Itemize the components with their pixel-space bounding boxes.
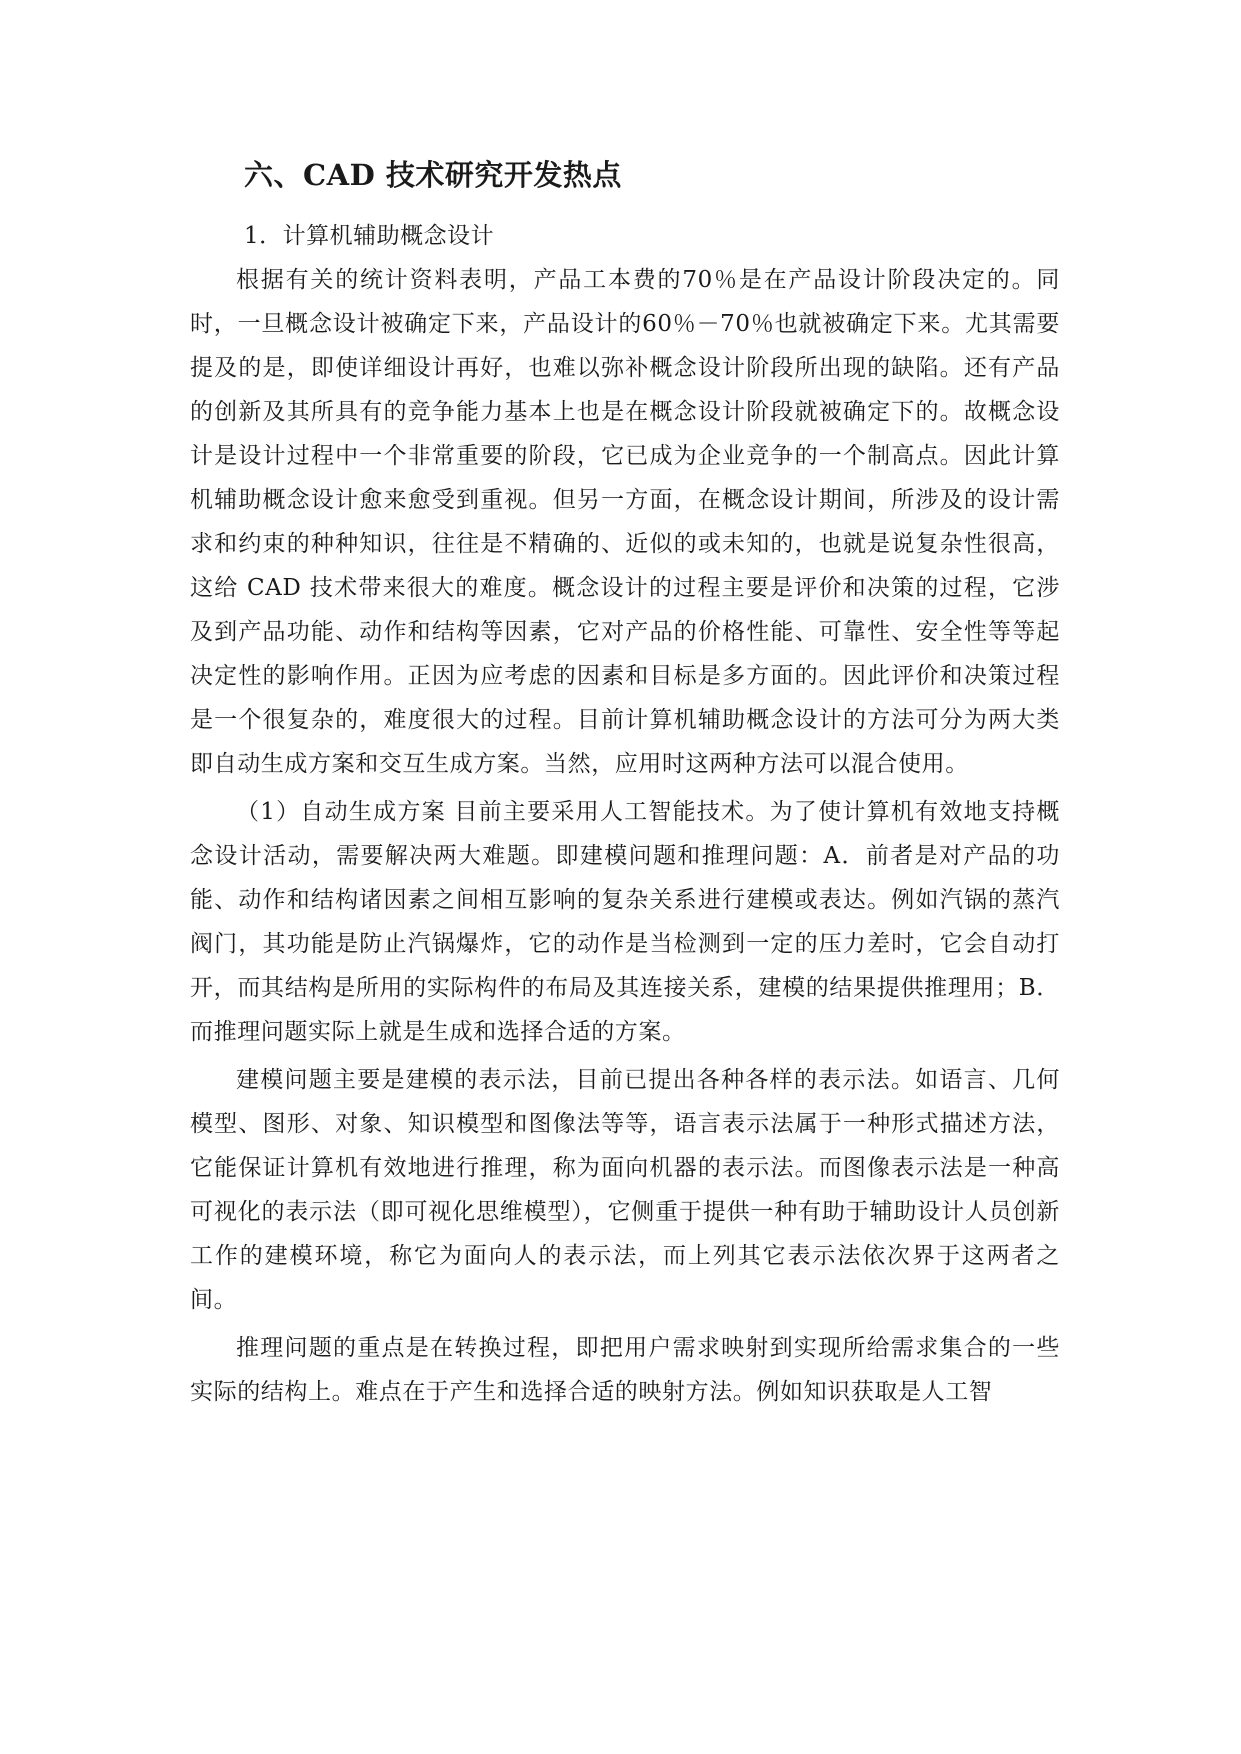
paragraph-auto-generation: （1）自动生成方案 目前主要采用人工智能技术。为了使计算机有效地支持概念设计活动，需要解决两大难题。即建模问题和推理问题：A．前者是对产品的功能、动作和结构诸因素之间相互影响的复杂关系进行建模或表达。例如汽锅的蒸汽阀门，其功能是防止汽锅爆炸，它的动作是当检测到一定的压力差时，它会自动打开，而其结构是所用的实际构件的布局及其连接关系，建模的结果提供推理用；B．而推理问题实际上就是生成和选择合适的方案。 [190, 799, 1060, 1045]
paragraph-concept-design-intro: 根据有关的统计资料表明，产品工本费的70％是在产品设计阶段决定的。同时，一旦概念设计被确定下来，产品设计的60％－70％也就被确定下来。尤其需要提及的是，即使详细设计再好，也难以弥补概念设计阶段所出现的缺陷。还有产品的创新及其所具有的竞争能力基本上也是在概念设计阶段就被确定下的。故概念设计是设计过程中一个非常重要的阶段，它已成为企业竞争的一个制高点。因此计算机辅助概念设计愈来愈受到重视。但另一方面，在概念设计期间，所涉及的设计需求和约束的种种知识，往往是不精确的、近似的或未知的，也就是说复杂性很高，这给 CAD 技术带来很大的难度。概念设计的过程主要是评价和决策的过程，它涉及到产品功能、动作和结构等因素，它对产品的价格性能、可靠性、安全性等等起决定性的影响作用。正因为应考虑的因素和目标是多方面的。因此评价和决策过程是一个很复杂的，难度很大的过程。目前计算机辅助概念设计的方法可分为两大类 即自动生成方案和交互生成方案。当然，应用时这两种方法可以混合使用。 [190, 267, 1060, 777]
paragraph-reasoning-problem: 推理问题的重点是在转换过程，即把用户需求映射到实现所给需求集合的一些实际的结构上。难点在于产生和选择合适的映射方法。例如知识获取是人工智 [190, 1335, 1060, 1405]
section-heading: 六、CAD 技术研究开发热点 [244, 158, 622, 192]
subsection-heading: 1．计算机辅助概念设计 [244, 223, 495, 249]
paragraph-modeling-representation: 建模问题主要是建模的表示法，目前已提出各种各样的表示法。如语言、几何模型、图形、对象、知识模型和图像法等等，语言表示法属于一种形式描述方法，它能保证计算机有效地进行推理，称为面向机器的表示法。而图像表示法是一种高可视化的表示法（即可视化思维模型），它侧重于提供一种有助于辅助设计人员创新工作的建模环境，称它为面向人的表示法，而上列其它表示法依次界于这两者之间。 [190, 1067, 1060, 1313]
page-content [190, 150, 1060, 1414]
